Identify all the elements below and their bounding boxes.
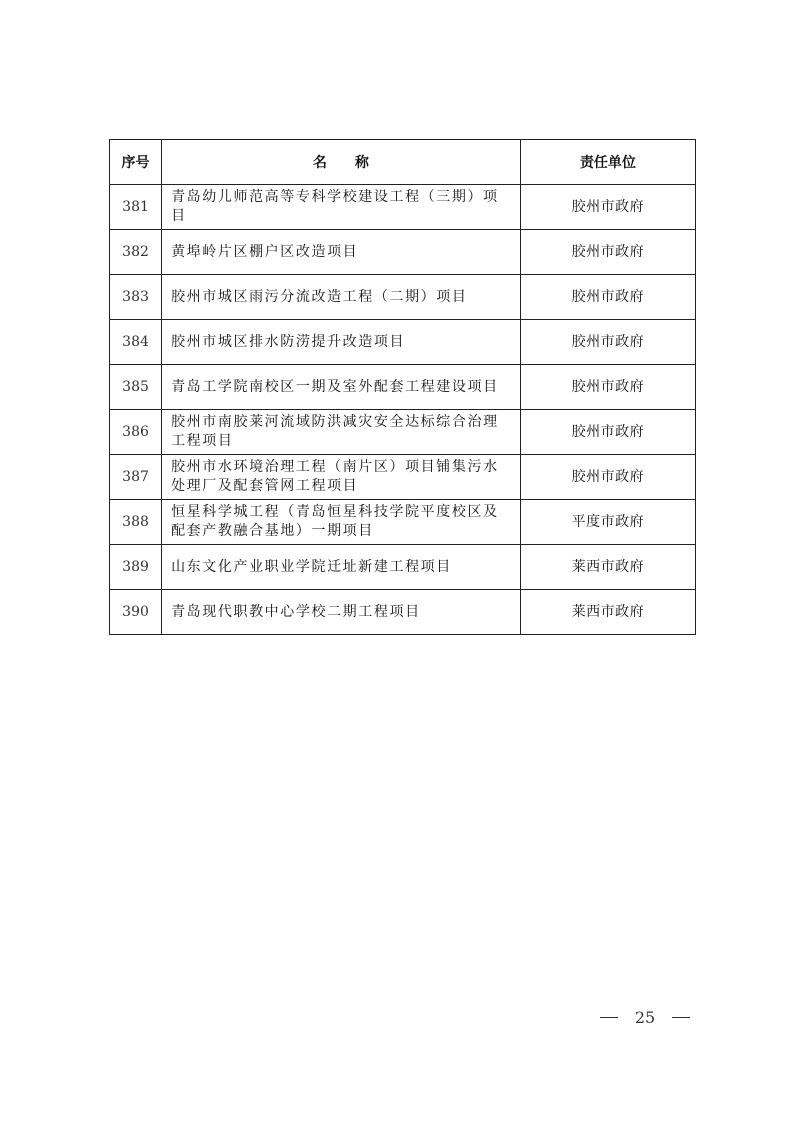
row-project-name: 山东文化产业职业学院迁址新建工程项目 (162, 545, 521, 590)
row-responsible-unit: 胶州市政府 (520, 455, 695, 500)
footer-left-dash (600, 1017, 618, 1018)
row-responsible-unit: 胶州市政府 (520, 320, 695, 365)
row-serial-number: 387 (110, 455, 162, 500)
row-responsible-unit: 胶州市政府 (520, 410, 695, 455)
row-project-name: 黄埠岭片区棚户区改造项目 (162, 230, 521, 275)
row-serial-number: 388 (110, 500, 162, 545)
page-number: 25 (634, 1008, 656, 1027)
table-row (110, 500, 696, 545)
table-row (110, 410, 696, 455)
row-project-name: 胶州市城区雨污分流改造工程（二期）项目 (162, 275, 521, 320)
page-footer (600, 1008, 690, 1027)
header-serial-number: 序号 (110, 140, 162, 185)
table-row (110, 185, 696, 230)
row-responsible-unit: 胶州市政府 (520, 275, 695, 320)
row-responsible-unit: 胶州市政府 (520, 365, 695, 410)
project-table (109, 139, 696, 635)
row-serial-number: 389 (110, 545, 162, 590)
row-project-name: 青岛幼儿师范高等专科学校建设工程（三期）项目 (162, 185, 521, 230)
table-row (110, 365, 696, 410)
table-row (110, 275, 696, 320)
row-project-name: 青岛现代职教中心学校二期工程项目 (162, 590, 521, 635)
header-name: 名 称 (162, 140, 521, 185)
row-serial-number: 390 (110, 590, 162, 635)
header-responsible-unit: 责任单位 (520, 140, 695, 185)
row-responsible-unit: 莱西市政府 (520, 545, 695, 590)
row-responsible-unit: 胶州市政府 (520, 230, 695, 275)
table-row (110, 455, 696, 500)
row-serial-number: 383 (110, 275, 162, 320)
table-row (110, 545, 696, 590)
row-serial-number: 382 (110, 230, 162, 275)
row-responsible-unit: 胶州市政府 (520, 185, 695, 230)
row-project-name: 恒星科学城工程（青岛恒星科技学院平度校区及配套产教融合基地）一期项目 (162, 500, 521, 545)
table-row (110, 590, 696, 635)
table-row (110, 230, 696, 275)
row-project-name: 胶州市城区排水防涝提升改造项目 (162, 320, 521, 365)
table-row (110, 320, 696, 365)
row-responsible-unit: 平度市政府 (520, 500, 695, 545)
row-serial-number: 385 (110, 365, 162, 410)
row-project-name: 青岛工学院南校区一期及室外配套工程建设项目 (162, 365, 521, 410)
row-serial-number: 381 (110, 185, 162, 230)
row-project-name: 胶州市南胶莱河流域防洪减灾安全达标综合治理工程项目 (162, 410, 521, 455)
row-project-name: 胶州市水环境治理工程（南片区）项目铺集污水处理厂及配套管网工程项目 (162, 455, 521, 500)
row-serial-number: 384 (110, 320, 162, 365)
table-header-row (110, 140, 696, 185)
row-serial-number: 386 (110, 410, 162, 455)
row-responsible-unit: 莱西市政府 (520, 590, 695, 635)
footer-right-dash (672, 1017, 690, 1018)
